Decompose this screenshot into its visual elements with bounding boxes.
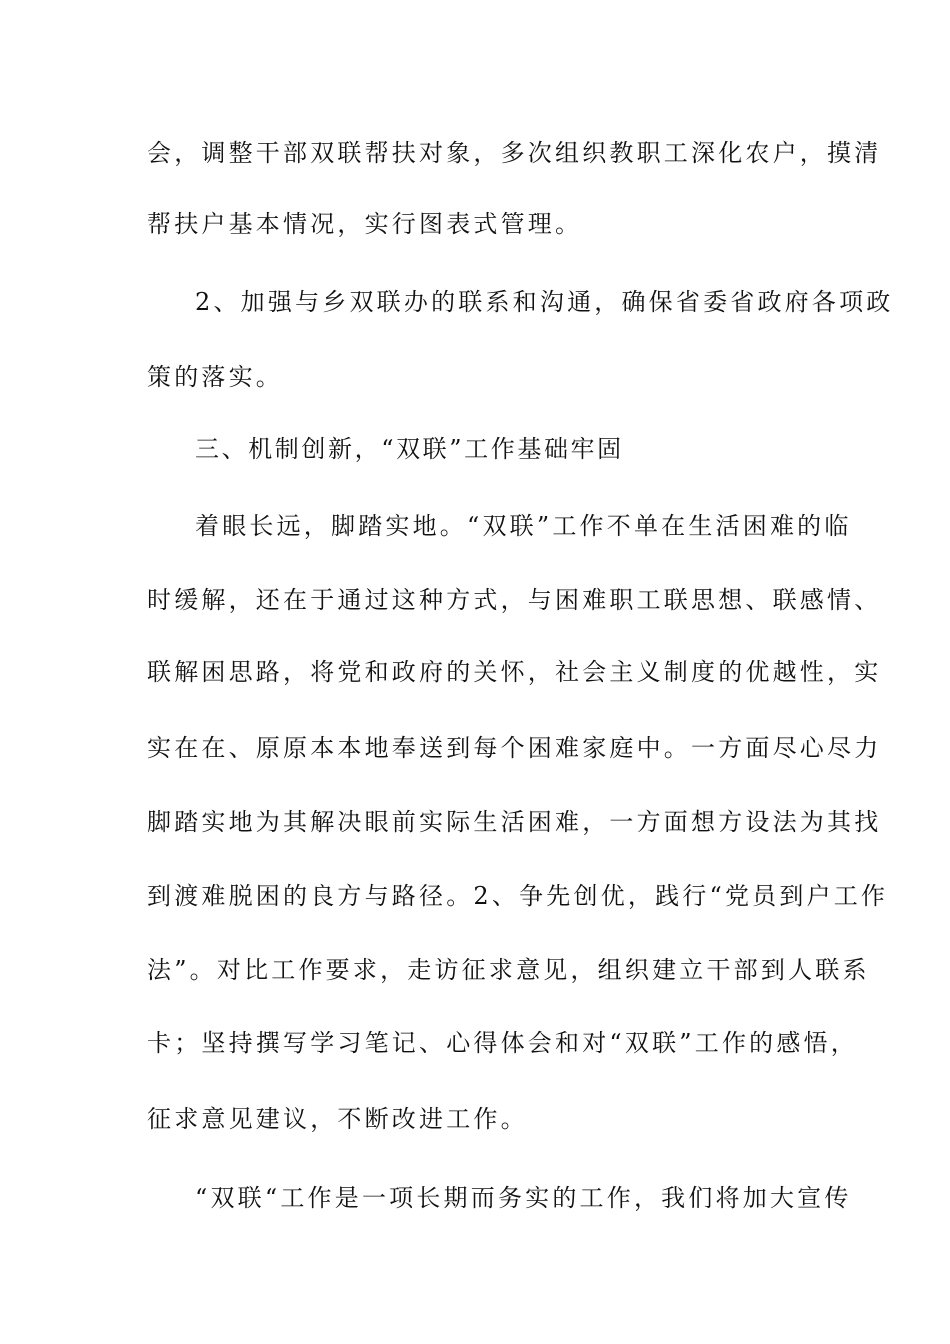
paragraph-line-7: 时缓解，还在于通过这种方式，与困难职工联思想、联感情、 [147, 586, 882, 614]
paragraph-line-1: 会，调整干部双联帮扶对象，多次组织教职工深化农户，摸清 [147, 139, 882, 167]
paragraph-line-6: 着眼长远，脚踏实地。“双联”工作不单在生活困难的临 [195, 512, 852, 540]
paragraph-line-10: 脚踏实地为其解决眼前实际生活困难，一方面想方设法为其找 [147, 808, 882, 836]
paragraph-line-9: 实在在、原原本本地奉送到每个困难家庭中。一方面尽心尽力 [147, 734, 882, 762]
paragraph-line-13: 卡；坚持撰写学习笔记、心得体会和对“双联”工作的感悟， [147, 1029, 858, 1057]
paragraph-line-15: “双联“工作是一项长期而务实的工作，我们将加大宣传 [195, 1184, 852, 1212]
section-heading: 三、机制创新，“双联”工作基础牢固 [195, 435, 624, 463]
paragraph-line-3: 2、加强与乡双联办的联系和沟通，确保省委省政府各项政 [195, 288, 894, 316]
paragraph-line-2: 帮扶户基本情况，实行图表式管理。 [147, 210, 583, 238]
paragraph-line-14: 征求意见建议，不断改进工作。 [147, 1105, 528, 1133]
paragraph-line-11: 到渡难脱困的良方与路径。2、争先创优，践行“党员到户工作 [147, 882, 889, 910]
paragraph-line-8: 联解困思路，将党和政府的关怀，社会主义制度的优越性，实 [147, 658, 882, 686]
paragraph-line-4: 策的落实。 [147, 363, 283, 391]
paragraph-line-12: 法”。对比工作要求，走访征求意见，组织建立干部到人联系 [147, 956, 870, 984]
